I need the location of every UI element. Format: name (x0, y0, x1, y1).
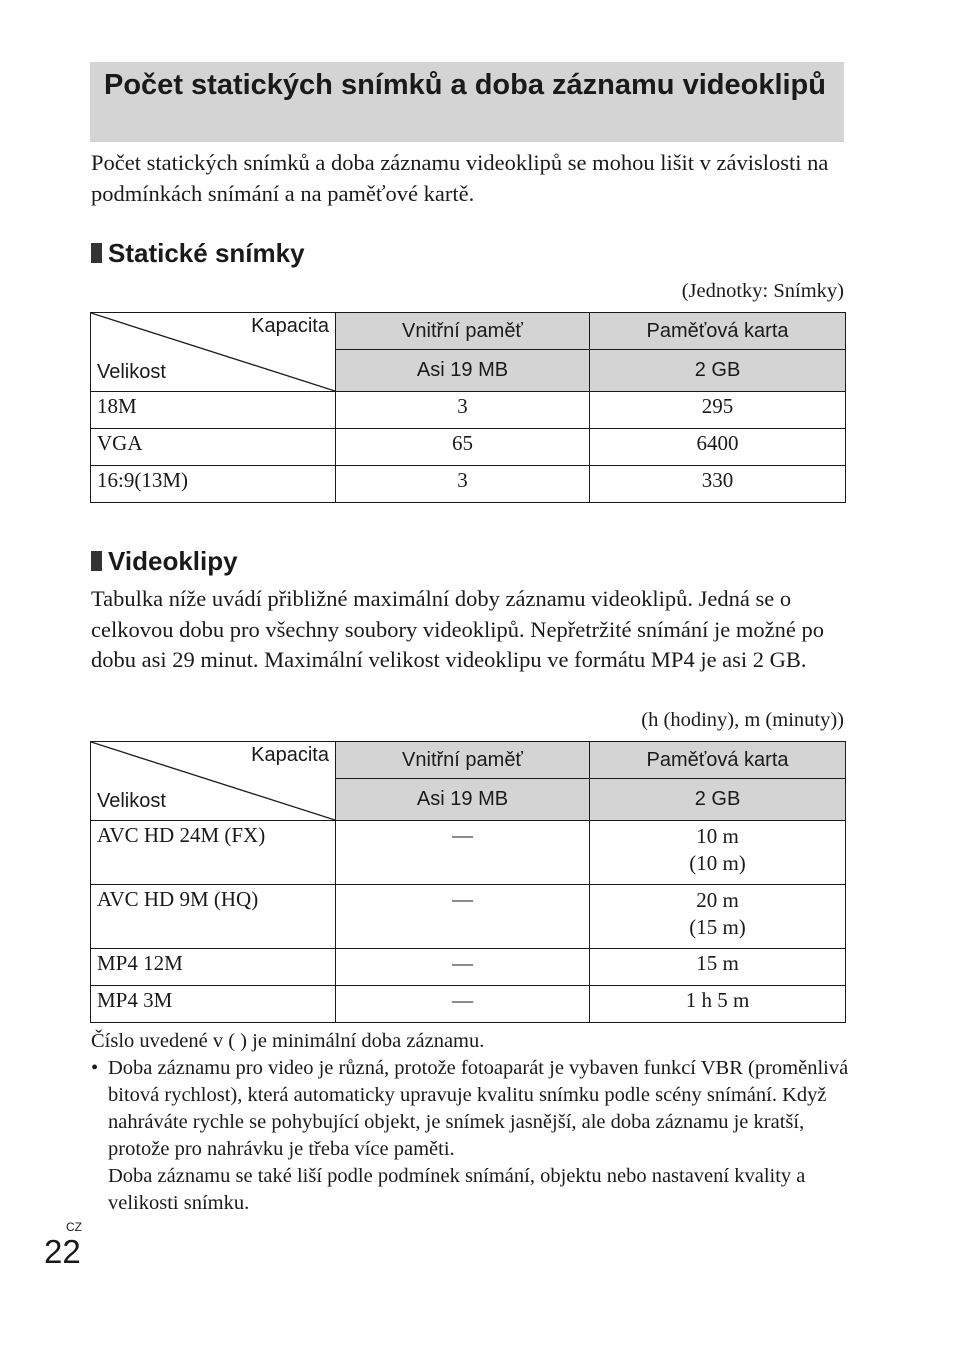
row-internal: 65 (336, 429, 590, 466)
page-number-value: 22 (44, 1233, 81, 1270)
still-unit-note: (Jednotky: Snímky) (681, 280, 844, 302)
still-heading (91, 238, 305, 268)
corner-capacity-label: Kapacita (251, 315, 329, 337)
table-row (91, 885, 846, 949)
sub-header-card: 2 GB (590, 350, 846, 392)
table-corner-cell (91, 742, 336, 821)
bullet-icon: • (91, 1057, 99, 1079)
row-label: VGA (91, 429, 336, 466)
title-banner (90, 62, 844, 142)
row-card: 6400 (590, 429, 846, 466)
row-label: AVC HD 24M (FX) (91, 821, 336, 885)
row-internal: — (336, 986, 590, 1023)
intro-paragraph: Počet statických snímků a doba záznamu videoklipů se mohou lišit v závislosti na podmínkách snímání a na paměťové kartě. (91, 150, 829, 206)
video-heading (91, 546, 238, 576)
table-corner-cell (91, 313, 336, 392)
row-card: 10 m (696, 824, 739, 848)
row-card-cell (590, 885, 846, 949)
video-description: Tabulka níže uvádí přibližné maximální doby záznamu videoklipů. Jedná se o celkovou dobu pro všechny soubory videoklipů. Nepřetržité snímání je možné po dobu asi 29 minut. Maximální velikost videoklipu ve formátu MP4 je asi 2 GB. (91, 586, 824, 672)
row-internal: — (336, 885, 590, 949)
row-internal: 3 (336, 392, 590, 429)
row-label: 16:9(13M) (91, 466, 336, 503)
bullet-body (108, 1055, 851, 1217)
still-heading-text: Statické snímky (108, 238, 305, 268)
bullet-text-2: Doba záznamu se také liší podle podmínek snímání, objektu nebo nastavení kvality a velikosti snímku. (108, 1165, 806, 1214)
row-card: 295 (590, 392, 846, 429)
row-card: 330 (590, 466, 846, 503)
col-header-internal: Vnitřní paměť (336, 313, 590, 350)
row-label: AVC HD 9M (HQ) (91, 885, 336, 949)
row-card: 15 m (590, 949, 846, 986)
row-internal: 3 (336, 466, 590, 503)
row-card: 1 h 5 m (590, 986, 846, 1023)
bullet-text: Doba záznamu pro video je různá, protože fotoaparát je vybaven funkcí VBR (proměnlivá bitová rychlost), která automaticky upravuje kvalitu snímku podle scény snímání. Když nahráváte rychle se pohybující objekt, je snímek jasnější, ale doba záznamu je kratší, protože pro nahrávku je třeba více paměti. (108, 1057, 849, 1160)
row-internal: — (336, 949, 590, 986)
video-heading-text: Videoklipy (108, 546, 238, 576)
corner-size-label: Velikost (97, 361, 166, 383)
col-header-card: Paměťová karta (590, 742, 846, 779)
video-table (90, 741, 846, 1023)
corner-capacity-label: Kapacita (251, 744, 329, 766)
row-card-min: (10 m) (689, 851, 746, 875)
still-table (90, 312, 846, 503)
table-row (91, 949, 846, 986)
page-title: Počet statických snímků a doba záznamu videoklipů (104, 69, 826, 101)
row-label: 18M (91, 392, 336, 429)
row-label: MP4 3M (91, 986, 336, 1023)
video-unit-note: (h (hodiny), m (minuty)) (641, 709, 844, 731)
table-row (91, 429, 846, 466)
table-row (91, 986, 846, 1023)
sub-header-internal: Asi 19 MB (336, 350, 590, 392)
row-card-min: (15 m) (689, 915, 746, 939)
corner-size-label: Velikost (97, 790, 166, 812)
col-header-internal: Vnitřní paměť (336, 742, 590, 779)
page-number (44, 1220, 82, 1272)
row-card: 20 m (696, 888, 739, 912)
row-internal: — (336, 821, 590, 885)
language-code: CZ (66, 1220, 82, 1234)
table-row (91, 466, 846, 503)
section-marker-icon (91, 243, 102, 263)
row-label: MP4 12M (91, 949, 336, 986)
section-marker-icon (91, 551, 102, 571)
table-row (91, 392, 846, 429)
bullet-note (91, 1055, 851, 1217)
minimum-time-note: Číslo uvedené v ( ) je minimální doba záznamu. (91, 1030, 485, 1052)
row-card-cell (590, 821, 846, 885)
sub-header-internal: Asi 19 MB (336, 779, 590, 821)
col-header-card: Paměťová karta (590, 313, 846, 350)
table-row (91, 821, 846, 885)
sub-header-card: 2 GB (590, 779, 846, 821)
